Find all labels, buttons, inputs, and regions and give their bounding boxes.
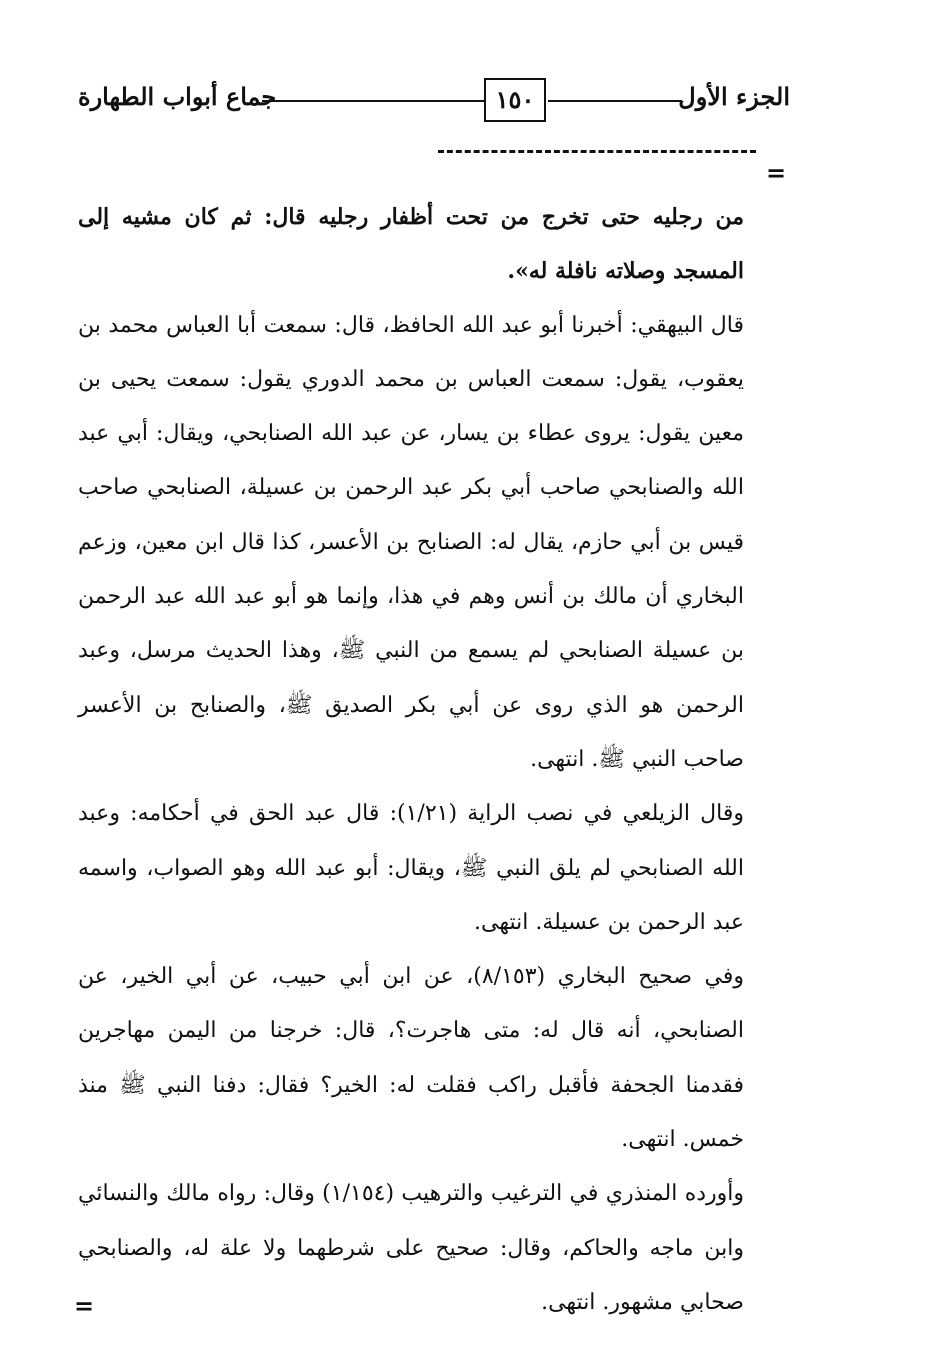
continuation-marker-top: = [766, 158, 787, 187]
volume-label: الجزء الأول [678, 82, 790, 111]
header-rule-right [548, 100, 682, 102]
header-rule-left [262, 100, 484, 102]
running-header [78, 78, 790, 124]
paragraph-mundhiri: وأورده المنذري في الترغيب والترهيب (١/١٥٤) وقال: رواه مالك والنسائي وابن ماجه والحاكم، وقال: صحيح على شرطهما ولا علة له، والصنابحي صحابي مشهور. انتهى. [78, 1181, 744, 1315]
page-number-box [484, 78, 546, 122]
body-text [78, 190, 744, 1330]
paragraph-bayhaqi: قال البيهقي: أخبرنا أبو عبد الله الحافظ، قال: سمعت أبا العباس محمد بن يعقوب، يقول: سمعت العباس بن محمد الدوري يقول: سمعت يحيى بن معين يقول: يروى عطاء بن يسار، عن عبد الله الصنابحي، ويقال: أبي عبد الله والصنابحي صاحب أبي بكر عبد الرحمن بن عسيلة، الصنابحي صاحب قيس بن أبي حازم، يقال له: الصنابح بن الأعسر، كذا قال ابن معين، وزعم البخاري أن مالك بن أنس وهم في هذا، وإنما هو أبو عبد الله عبد الرحمن بن عسيلة الصنابحي لم يسمع من النبي ﷺ، وهذا الحديث مرسل، وعبد الرحمن هو الذي روى عن أبي بكر الصديق ﷺ، والصنابح بن الأعسر صاحب النبي ﷺ. انتهى. [78, 312, 744, 772]
paragraph-zaylai: وقال الزيلعي في نصب الراية (١/٢١): قال عبد الحق في أحكامه: وعبد الله الصنابحي لم يلق النبي ﷺ، ويقال: أبو عبد الله وهو الصواب، واسمه عبد الرحمن بن عسيلة. انتهى. [78, 801, 744, 935]
footnote-continuation-rule [438, 150, 756, 153]
continuation-marker-bottom: = [74, 1291, 95, 1320]
paragraph-hadith-end: من رجليه حتى تخرج من تحت أظفار رجليه قال: ثم كان مشيه إلى المسجد وصلاته نافلة له». [78, 204, 744, 285]
chapter-title: جماع أبواب الطهارة [78, 82, 277, 111]
paragraph-bukhari: وفي صحيح البخاري (٨/١٥٣)، عن ابن أبي حبيب، عن أبي الخير، عن الصنابحي، أنه قال له: متى هاجرت؟، قال: خرجنا من اليمن مهاجرين فقدمنا الجحفة فأقبل راكب فقلت له: الخير؟ فقال: دفنا النبي ﷺ منذ خمس. انتهى. [78, 964, 744, 1153]
page-number: ١٥٠ [495, 85, 535, 114]
